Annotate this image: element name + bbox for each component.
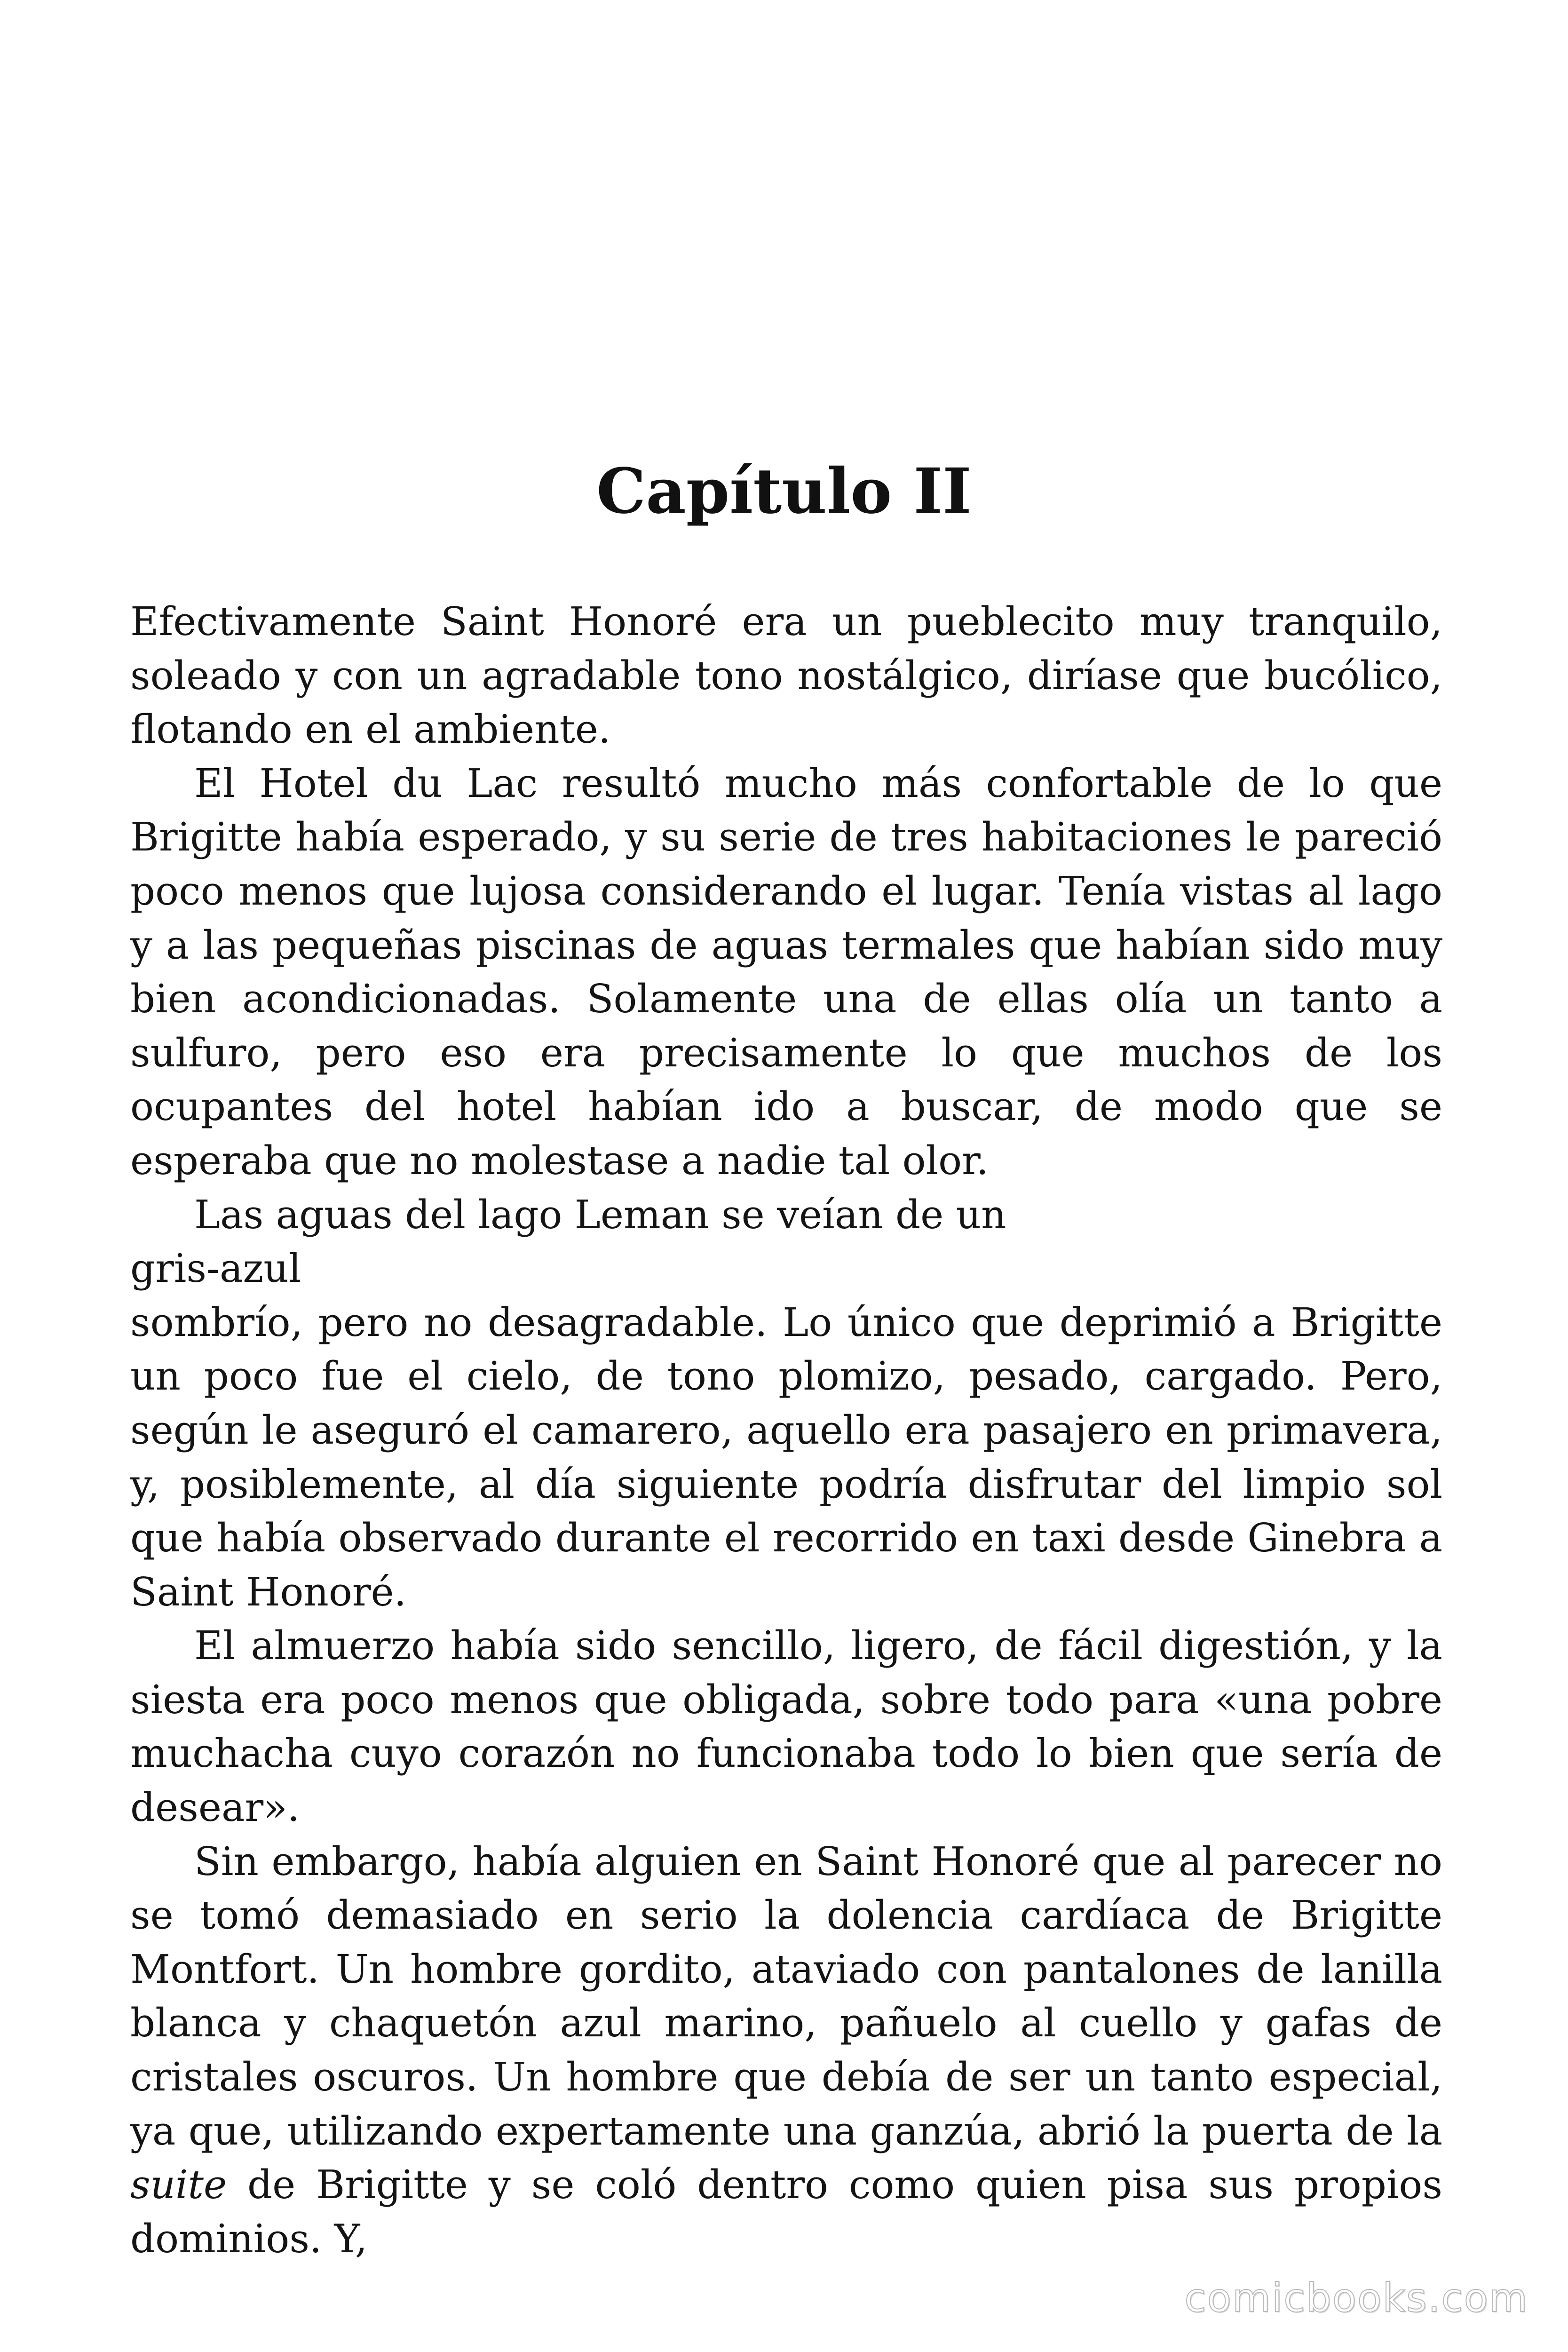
watermark-logo: comicbooks.com [1184,2275,1528,2321]
paragraph-3-continued: sombrío, pero no desagradable. Lo único que deprimió a Brigitte un poco fue el cielo, de tono plomizo, pesado, cargado. Pero, según le aseguró el camarero, aquello era pasajero en primavera, y, posiblemente, al día siguiente podría disfrutar del limpio sol que había observado durante el recorrido en taxi desde Ginebra a Saint Honoré. [130,1299,1442,1615]
paragraph-3 [130,1188,1442,1296]
paragraph-1: Efectivamente Saint Honoré era un pueblecito muy tranquilo, soleado y con un agradable tono nostálgico, diríase que bucólico, flotando en el ambiente. [130,599,1442,753]
chapter-title: Capítulo II [596,455,972,528]
paragraph-2: El Hotel du Lac resultó mucho más confortable de lo que Brigitte había esperado, y su serie de tres habitaciones le pareció poco menos que lujosa considerando el lugar. Tenía vistas al lago y a las pequeñas piscinas de aguas termales que habían sido muy bien acondicionadas. Solamente una de ellas olía un tanto a sulfuro, pero eso era precisamente lo que muchos de los ocupantes del hotel habían ido a buscar, de modo que se esperaba que no molestase a nadie tal olor. [130,760,1442,1184]
paragraph-3-line-1: Las aguas del lago Leman se veían de un [194,1192,1006,1238]
paragraph-5-text-b: de Brigitte y se coló dentro como quien pisa sus propios dominios. Y, [130,2162,1442,2262]
body-text [130,595,1442,2266]
paragraph-5-italic-word: suite [130,2162,227,2208]
paragraph-5-text-a: Sin embargo, había alguien en Saint Honoré que al parecer no se tomó demasiado en serio la dolencia cardíaca de Brigitte Montfort. Un hombre gordito, ataviado con pantalones de lanilla blanca y chaquetón azul marino, pañuelo al cuello y gafas de cristales oscuros. Un hombre que debía de ser un tanto especial, ya que, utilizando expertamente una ganzúa, abrió la puerta de la [130,1838,1442,2154]
paragraph-3-line-2: gris-azul [130,1246,301,1292]
paragraph-5 [130,1835,1442,2266]
paragraph-4: El almuerzo había sido sencillo, ligero, de fácil digestión, y la siesta era poco menos que obligada, sobre todo para «una pobre muchacha cuyo corazón no funcionaba todo lo bien que sería de desear». [130,1623,1442,1831]
